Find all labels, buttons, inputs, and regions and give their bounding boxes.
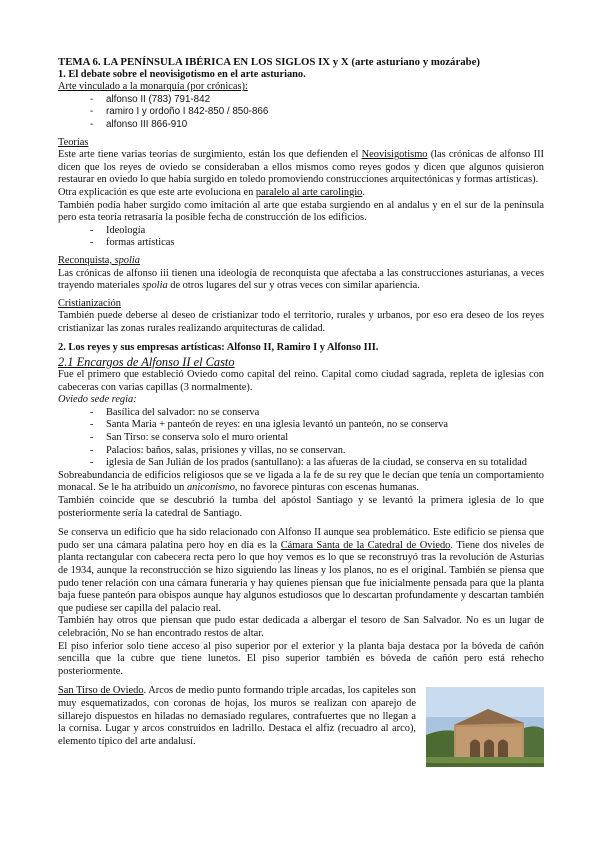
list-item: - San Tirso: se conserva solo el muro oriental [90,432,544,445]
oviedo-list [58,407,544,470]
document-body [58,56,544,767]
list-item: - Santa Maria + panteón de reyes: en una iglesia levantó un panteón, no se conserva [90,419,544,432]
teorias-paragraph-3: También podía haber surgido como imitación al arte que estaba surgiendo en al andalus y en el sur de la península pero esta teoría retrasaría la posible fecha de construcción de los edificios. [58,199,544,224]
subsection-2-1-heading: 2.1 Encargos de Alfonso II el Casto [58,355,235,370]
camara-santa-term: Cámara Santa de la Catedral de Oviedo [280,539,451,551]
list-item: - alfonso III 866-910 [90,119,544,132]
camara-paragraph: Se conserva un edificio que ha sido relacionado con Alfonso II aunque sea problemático. Este edificio se piensa que pudo ser una cámara palatina pero hoy en día es la Cámara Santa de la Catedral de Oviedo. Tiene dos niveles de planta rectangular con cabecera recta pero lo que hoy vemos es lo que se reconstruyó tras la revolución de Asturias de 1934, aunque la reconstrucción se hizo siguiendo las líneas y los planos, no es el original. También se piensa que pudo tener relación con una cámara funeraria y hay quienes piensan que fue inicialmente pensada para que la planta baja fuese panteón para obispos aunque hay algunos estudiosos que lo descartan profundamente y descartan también que pudiese ser capilla del palacio real. [58,527,544,614]
piso-paragraph: El piso inferior solo tiene acceso al piso superior por el exterior y la planta baja destaca por la bóveda de cañón sencilla que la cubre que tiene lunetos. El piso superior también es bóveda de cañón pero está rehecho posteriormente. [58,640,544,677]
tumba-paragraph: También coincide que se descubrió la tumba del apóstol Santiago y se levantó la primera iglesia de lo que posteriormente sería la catedral de Santiago. [58,495,544,519]
reconquista-paragraph: Las crónicas de alfonso iii tienen una ideología de reconquista que afectaba a las construcciones asturianas, a veces trayendo materiales spolia de otros lugares del sur y otras veces con similar apariencia. [58,267,544,292]
list-item: - Palacios: baños, salas, prisiones y villas, no se conservan. [90,445,544,458]
sobreabundancia-paragraph: Sobreabundancia de edificios religiosos que se ve ligada a la fe de su rey que le decían que tenía un comportamiento monacal. Se le ha atribuido un aniconismo, no favorece pinturas con escenas humanas. [58,469,544,494]
teorias-label: Teorías [58,136,89,148]
teorias-list [58,225,544,250]
document-title: TEMA 6. LA PENÍNSULA IBÉRICA EN LOS SIGLOS IX y X (arte asturiano y mozárabe) [58,56,481,68]
section-1-heading: 1. El debate sobre el neovisigotismo en el arte asturiano. [58,68,306,80]
san-tirso-term: San Tirso de Oviedo [58,685,144,697]
teorias-paragraph-1: Este arte tiene varias teorías de surgimiento, están los que defienden el Neovisigotismo (las crónicas de alfonso III dicen que los reyes de oviedo se consideraban a ellos mismos como reyes godos y dicen que algunos quisieron restaurar en oviedo lo que había surgido en toledo promoviendo construcciones arquitectónicas y formas artísticas). [58,149,544,186]
teorias-paragraph-2: Otra explicación es que este arte evoluciona en paralelo al arte carolingio. [58,186,365,198]
neovisigotismo-term: Neovisigotismo [361,149,428,161]
list-item: - alfonso II (783) 791-842 [90,94,544,107]
cristianizacion-label: Cristianización [58,297,121,309]
list-item: - formas artísticas [90,237,544,250]
list-item: - Ideología [90,225,544,238]
monarchy-label: Arte vinculado a la monarquía (por crónicas): [58,81,248,93]
oviedo-label: Oviedo sede regia: [58,394,137,406]
reconquista-label: Reconquista, spolia [58,254,140,266]
list-item: - ramiro I y ordoño I 842-850 / 850-866 [90,106,544,119]
san-tirso-paragraph: San Tirso de Oviedo. Arcos de medio punto formando triple arcadas, los capiteles son muy esquematizados, con coronas de hojas, los muros se realizan con aparejo de sillarejo dispuestos en hiladas no demasiado regulares, contrafuertes que no llegan a la cornisa. Lugar y arcos construidos en ladrillo. Destaca el alfiz (recuadro al arco), elemento típico del arte andalusí. [58,685,416,747]
tesoro-paragraph: También hay otros que piensan que pudo estar dedicada a albergar el tesoro de San Salvador. No es un lugar de celebración, No se han encontrado restos de altar. [58,615,544,639]
san-tirso-photo [426,687,544,767]
san-tirso-block [58,685,544,767]
kings-list [58,94,544,132]
list-item: - iglesia de San Julián de los prados (santullano): a las afueras de la ciudad, se conserva en su totalidad [90,457,544,470]
cristianizacion-paragraph: También puede deberse al deseo de cristianizar todo el territorio, rurales y urbanos, por eso era deseo de los reyes cristianizar las zonas rurales realizando arquitecturas de calidad. [58,310,544,334]
list-item: - Basílica del salvador: no se conserva [90,407,544,420]
carolingio-term: paralelo al arte carolingio [255,186,363,198]
section-2-heading: 2. Los reyes y sus empresas artísticas: Alfonso II, Ramiro I y Alfonso III. [58,342,379,354]
intro-paragraph: Fue el primero que estableció Oviedo como capital del reino. Capital como ciudad sagrada, repleta de iglesias con cabeceras con varias capillas (3 normalmente). [58,369,544,393]
